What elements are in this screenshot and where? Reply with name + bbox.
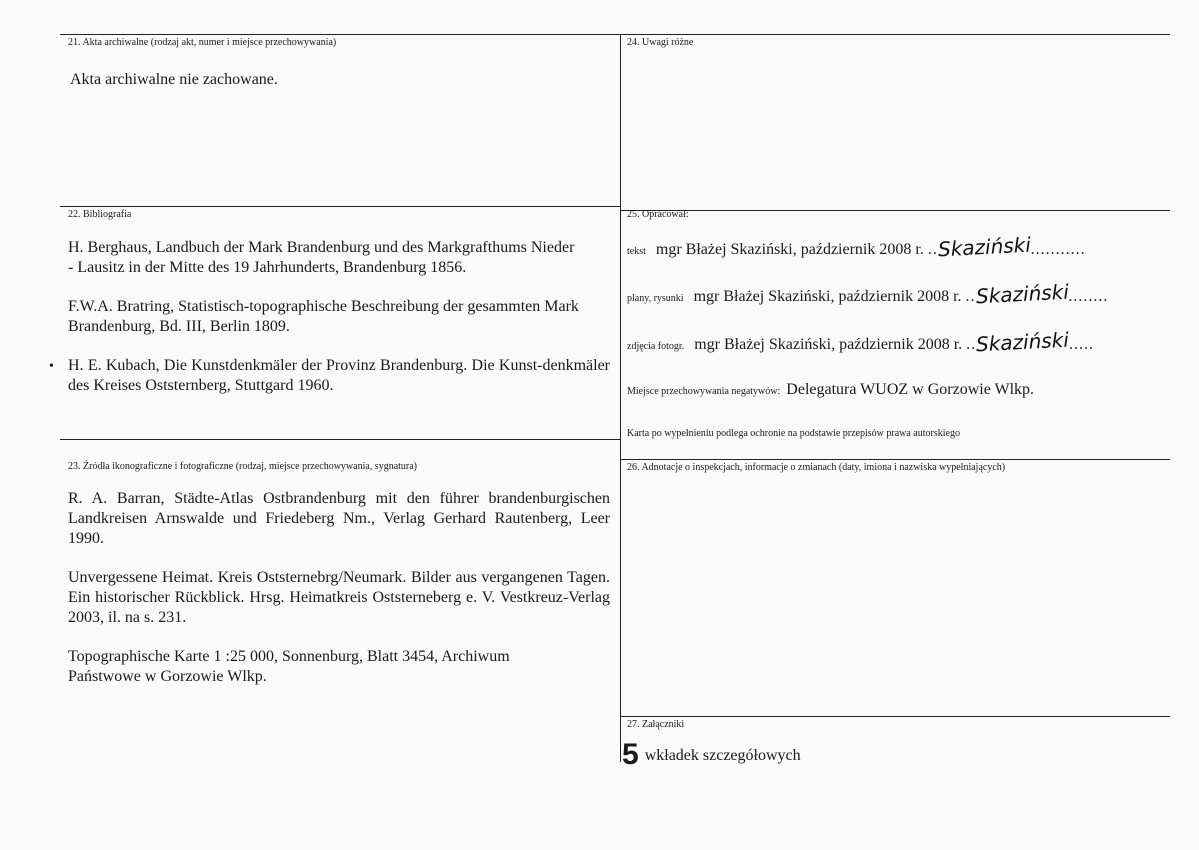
bibliography-entry: H. E. Kubach, Die Kunstdenkmäler der Provinz Brandenburg. Die Kunst-denkmäler des Kreises Oststernberg, Stuttgard 1960. [68,357,610,394]
dot-leader: ..... [1068,336,1094,353]
section-22-label: 22. Bibliografia [68,209,132,220]
dot-leader: .. [927,241,938,258]
section-27-label: 27. Załączniki [627,719,685,730]
attachments-row [622,740,801,770]
divider-top [60,34,1170,35]
dot-leader: .. [966,336,977,353]
bullet-marker: • [49,359,54,374]
dot-leader: ........... [1030,241,1086,258]
attachments-count: 5 [622,738,639,771]
bibliography-entry: H. Berghaus, Landbuch der Mark Brandenburg und des Markgrafthums Nieder - Lausitz in der Mitte des 19 Jahrhunderts, Brandenburg 1856. [68,239,575,276]
section-23-label: 23. Źródła ikonograficzne i fotograficzne (rodzaj, miejsce przechowywania, sygnatura) [68,461,418,472]
negatives-location-label: Miejsce przechowywania negatywów: [627,386,781,397]
bibliography-list [68,238,610,415]
row-type-label: zdjęcia fotogr. [627,341,685,352]
source-entry: R. A. Barran, Städte-Atlas Ostbrandenburg mit den führer brandenburgischen Landkreisen Arnswalde und Friedeberg Nm., Verlag Gerhard Rautenberg, Leer 1990. [68,490,610,547]
negatives-location-row [627,380,1034,402]
divider-right-25-26 [620,459,1170,460]
section-26-label: 26. Adnotacje o inspekcjach, informacje o zmianach (daty, imiona i nazwiska wypełniających) [627,462,1006,473]
divider-vertical [620,34,621,762]
signature-image: Skaziński [974,279,1069,309]
section-25-label: 25. Opracował: [627,209,689,220]
author-line: mgr Błażej Skaziński, październik 2008 r. [655,241,924,258]
sources-list [68,489,610,706]
signature-image: Skaziński [975,327,1070,357]
source-entry: Unvergessene Heimat. Kreis Oststernebrg/Neumark. Bilder aus vergangenen Tagen. Ein historischer Rückblick. Hrsg. Heimatkreis Oststerneberg e. V. Vestkreuz-Verlag 2003, il. na s. 231. [68,569,610,626]
section-24-label: 24. Uwagi różne [627,37,694,48]
dot-leader: .. [965,288,976,305]
row-type-label: tekst [627,246,646,257]
row-type-label: plany, rysunki [627,293,684,304]
divider-left-21-22 [60,206,620,207]
dot-leader: ........ [1068,288,1109,305]
divider-right-24-25 [620,210,1170,211]
author-row-photos [627,327,1094,357]
author-line: mgr Błażej Skaziński, październik 2008 r. [693,288,962,305]
bibliography-entry: F.W.A. Bratring, Statistisch-topographische Beschreibung der gesammten Mark Brandenburg, Bd. III, Berlin 1809. [68,298,579,335]
attachments-text: wkładek szczegółowych [644,747,801,764]
source-entry: Topographische Karte 1 :25 000, Sonnenburg, Blatt 3454, Archiwum Państwowe w Gorzowie Wlkp. [68,648,510,685]
section-21-text: Akta archiwalne nie zachowane. [70,71,278,88]
signature-image: Skaziński [937,232,1032,262]
author-line: mgr Błażej Skaziński, październik 2008 r. [694,336,963,353]
section-21-label: 21. Akta archiwalne (rodzaj akt, numer i miejsce przechowywania) [68,37,337,48]
divider-left-22-23 [60,439,620,440]
author-row-plans [627,279,1109,309]
negatives-location-value: Delegatura WUOZ w Gorzowie Wlkp. [786,381,1035,398]
divider-right-26-27 [620,716,1170,717]
author-row-text [627,232,1086,262]
copyright-note: Karta po wypełnieniu podlega ochronie na podstawie przepisów prawa autorskiego [627,428,960,439]
